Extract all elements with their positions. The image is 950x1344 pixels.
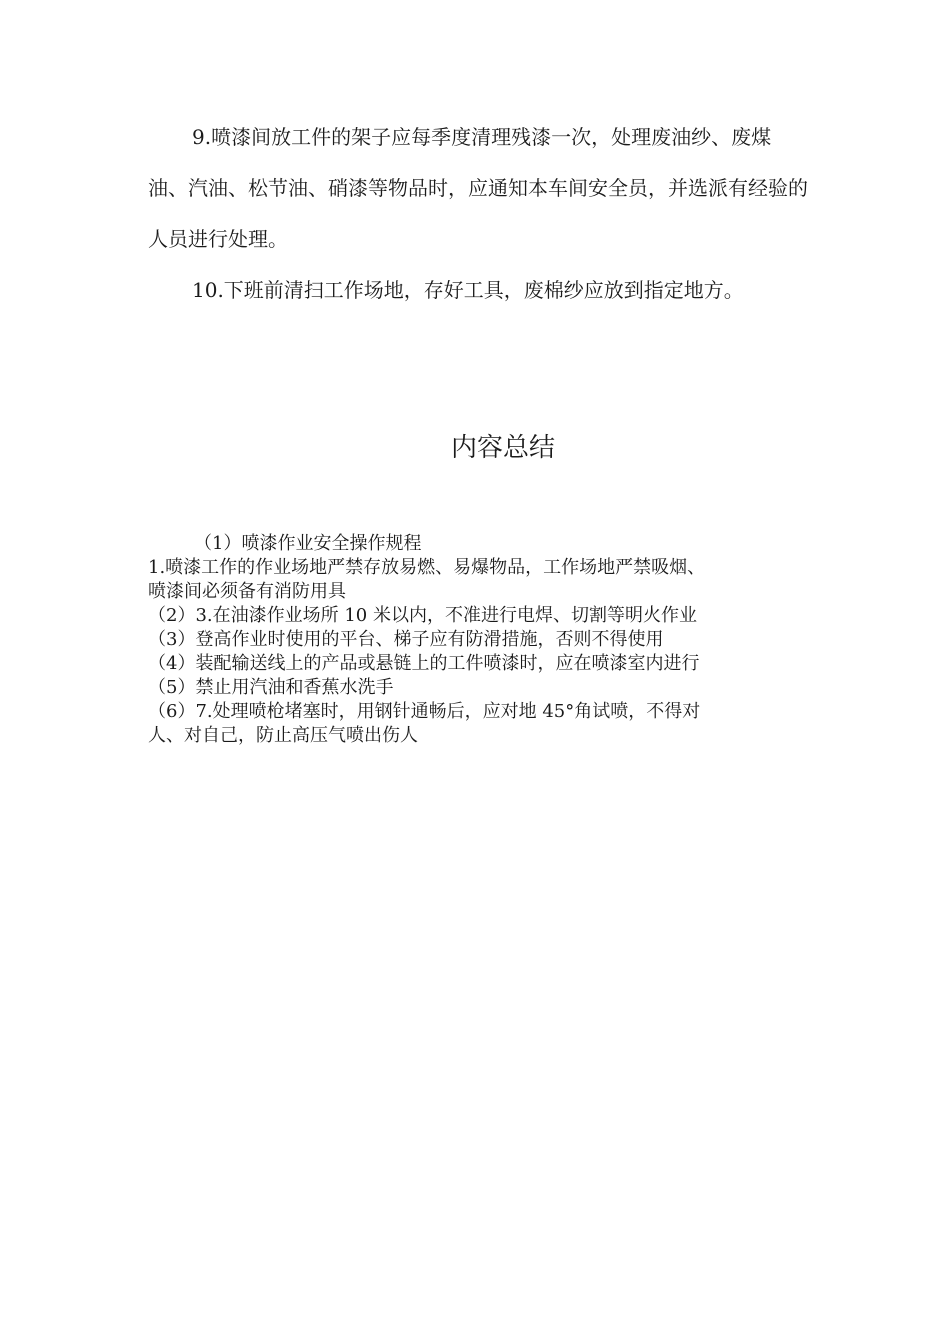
paragraph-text: 10.下班前清扫工作场地，存好工具，废棉纱应放到指定地方。 [192,278,744,302]
summary-line: （1）喷漆作业安全操作规程 [194,533,422,554]
paragraph-rule-10 [148,265,808,316]
summary-line: （5）禁止用汽油和香蕉水洗手 [148,677,394,698]
paragraph-text: 9.喷漆间放工件的架子应每季度清理残漆一次，处理废油纱、废煤油、汽油、松节油、硝漆等物品时，应通知本车间安全员，并选派有经验的人员进行处理。 [148,125,808,251]
summary-line: 人、对自己，防止高压气喷出伤人 [148,725,418,746]
summary-line: （2）3.在油漆作业场所 10 米以内，不准进行电焊、切割等明火作业 [148,605,697,626]
summary-line: （4）装配输送线上的产品或悬链上的工件喷漆时，应在喷漆室内进行 [148,653,700,674]
paragraph-rule-9 [148,112,808,265]
summary-line: 1.喷漆工作的作业场地严禁存放易燃、易爆物品，工作场地严禁吸烟、 [148,557,706,578]
summary-line: 喷漆间必须备有消防用具 [148,581,346,602]
summary-line: （6）7.处理喷枪堵塞时，用钢针通畅后，应对地 45°角试喷，不得对 [148,701,701,722]
summary-block [148,532,808,748]
summary-heading: 内容总结 [450,433,555,463]
summary-line: （3）登高作业时使用的平台、梯子应有防滑措施，否则不得使用 [148,629,664,650]
